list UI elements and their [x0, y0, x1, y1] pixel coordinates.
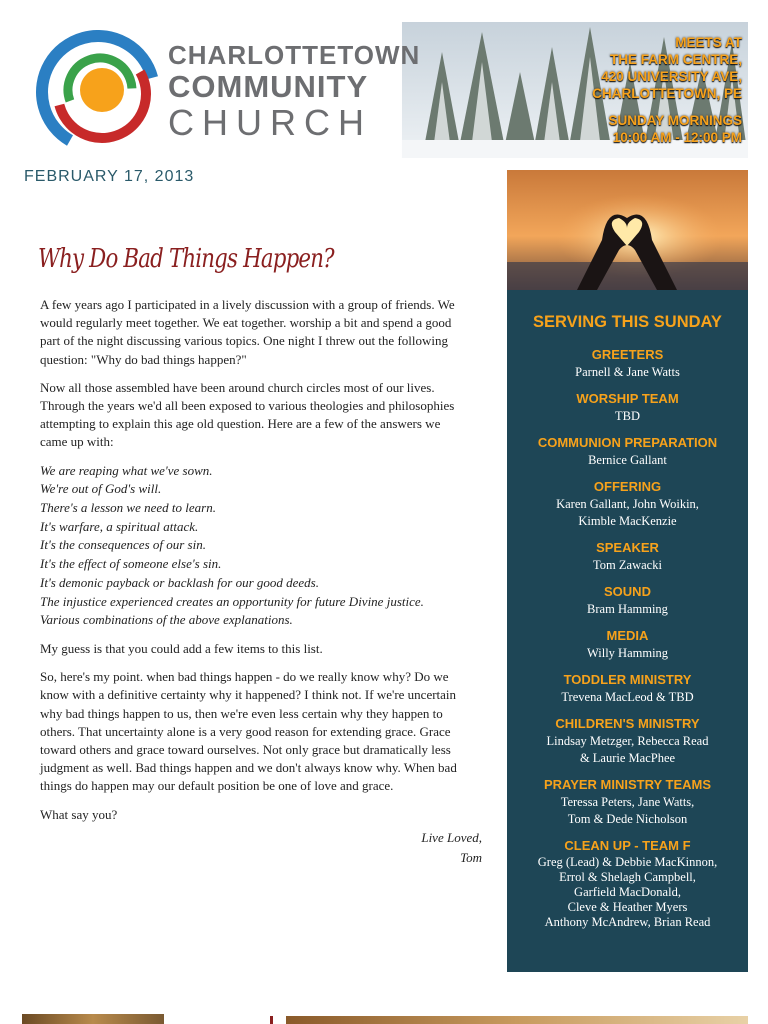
schedule-line: 10:00 AM - 12:00 PM	[612, 130, 742, 145]
role-block	[507, 478, 748, 530]
list-item: It's the effect of someone else's sin.	[40, 556, 222, 572]
role-people: Bram Hamming	[587, 602, 668, 616]
list-item: It's warfare, a spiritual attack.	[40, 518, 199, 534]
divider	[270, 1016, 273, 1024]
role-block	[507, 434, 748, 469]
brand-line-1: CHARLOTTETOWN	[168, 40, 421, 70]
bottom-banner-edge	[286, 1016, 748, 1024]
signoff-line: Live Loved,	[421, 829, 482, 845]
bottom-photo-edge	[22, 1014, 164, 1024]
role-people: Cleve & Heather Myers	[567, 900, 688, 914]
role-block	[507, 390, 748, 425]
role-people: Garfield MacDonald,	[574, 885, 681, 899]
list-item: The injustice experienced creates an opportunity for future Divine justice.	[40, 593, 424, 609]
issue-date: FEBRUARY 17, 2013	[24, 168, 195, 185]
role-block	[507, 346, 748, 381]
article-paragraph: Now all those assembled have been around church circles most of our lives. Through the years we'd all been exposed to various theologies and philosophies attempting to explain this age old question. Here are a few of the answers we came up with:	[40, 379, 455, 450]
article-paragraph: A few years ago I participated in a lively discussion with a group of friends. We would regularly meet together. We eat together. worship a bit and spend a good part of the night discussing various topics. One night I threw out the following question: "Why do bad things happen?"	[40, 297, 455, 367]
serving-sidebar	[507, 290, 748, 972]
role-people: Errol & Shelagh Campbell,	[559, 870, 696, 884]
list-item: There's a lesson we need to learn.	[40, 500, 216, 516]
role-people: Tom Zawacki	[593, 558, 662, 572]
signoff-author: Tom	[460, 849, 482, 865]
role-people: & Laurie MacPhee	[579, 751, 676, 765]
heart-hands-sunset-photo	[507, 170, 748, 290]
brand-line-3: CHURCH	[168, 102, 372, 143]
article-body	[40, 296, 482, 868]
role-people: Greg (Lead) & Debbie MacKinnon,	[537, 855, 718, 869]
role-name: COMMUNION PREPARATION	[537, 435, 718, 450]
role-people: Teressa Peters, Jane Watts,	[560, 795, 695, 809]
article-title: Why Do Bad Things Happen?	[38, 244, 334, 274]
role-name: CHILDREN'S MINISTRY	[555, 716, 700, 731]
role-block	[507, 671, 748, 706]
answers-list	[40, 462, 468, 630]
meets-line: 420 UNIVERSITY AVE,	[601, 69, 742, 84]
article-paragraph: What say you?	[40, 806, 118, 822]
role-block	[507, 539, 748, 574]
role-name: PRAYER MINISTRY TEAMS	[543, 777, 712, 792]
role-people: Tom & Dede Nicholson	[567, 812, 688, 826]
meeting-info	[592, 34, 742, 146]
role-name: SOUND	[604, 584, 651, 599]
role-block	[507, 627, 748, 662]
role-name: SPEAKER	[596, 540, 659, 555]
list-item: It's demonic payback or backlash for our good deeds.	[40, 574, 319, 590]
meets-line: MEETS AT	[675, 35, 742, 50]
role-name: OFFERING	[593, 479, 662, 494]
role-people: Bernice Gallant	[588, 453, 667, 467]
role-people: Karen Gallant, John Woikin,	[556, 497, 699, 511]
role-name: WORSHIP TEAM	[576, 391, 679, 406]
signoff	[40, 828, 482, 868]
article-paragraph: So, here's my point. when bad things happen - do we really know why? Do we know with a definitive certainty why it happened? I think not. If we're uncertain why bad things happen to us, then we're even less certain why they happen to others. That uncertainty alone is a very good reason for extending grace. Grace toward others and grace toward ourselves. Not only grace but dramatically less judgment as well. Bad things happen and we don't always know why. When bad things do happen may our default position be one of love and grace.	[40, 669, 457, 794]
role-block	[507, 776, 748, 828]
meets-line: CHARLOTTETOWN, PE	[592, 86, 742, 101]
role-name: GREETERS	[591, 347, 664, 362]
role-people: TBD	[615, 409, 640, 423]
church-logo	[30, 30, 166, 154]
role-people: Kimble MacKenzie	[578, 514, 677, 528]
role-name: CLEAN UP - TEAM F	[564, 838, 691, 853]
brand-line-2: COMMUNITY	[168, 69, 369, 104]
role-people: Anthony McAndrew, Brian Read	[544, 915, 711, 929]
meets-line: THE FARM CENTRE,	[609, 52, 742, 67]
role-people: Willy Hamming	[586, 646, 669, 660]
role-people: Parnell & Jane Watts	[575, 365, 680, 379]
list-item: We're out of God's will.	[40, 481, 162, 497]
list-item: Various combinations of the above explanations.	[40, 612, 293, 628]
masthead-banner	[22, 22, 748, 158]
role-block	[507, 583, 748, 618]
list-item: It's the consequences of our sin.	[40, 537, 206, 553]
role-name: TODDLER MINISTRY	[563, 672, 692, 687]
role-block	[507, 837, 748, 930]
schedule-line: SUNDAY MORNINGS	[608, 113, 742, 128]
list-item: We are reaping what we've sown.	[40, 462, 213, 478]
role-people: Lindsay Metzger, Rebecca Read	[546, 734, 709, 748]
article-paragraph: My guess is that you could add a few items to this list.	[40, 640, 323, 656]
role-people: Trevena MacLeod & TBD	[561, 690, 694, 704]
role-name: MEDIA	[606, 628, 649, 643]
role-block	[507, 715, 748, 767]
church-name	[168, 40, 420, 142]
sidebar-title: SERVING THIS SUNDAY	[533, 313, 722, 331]
